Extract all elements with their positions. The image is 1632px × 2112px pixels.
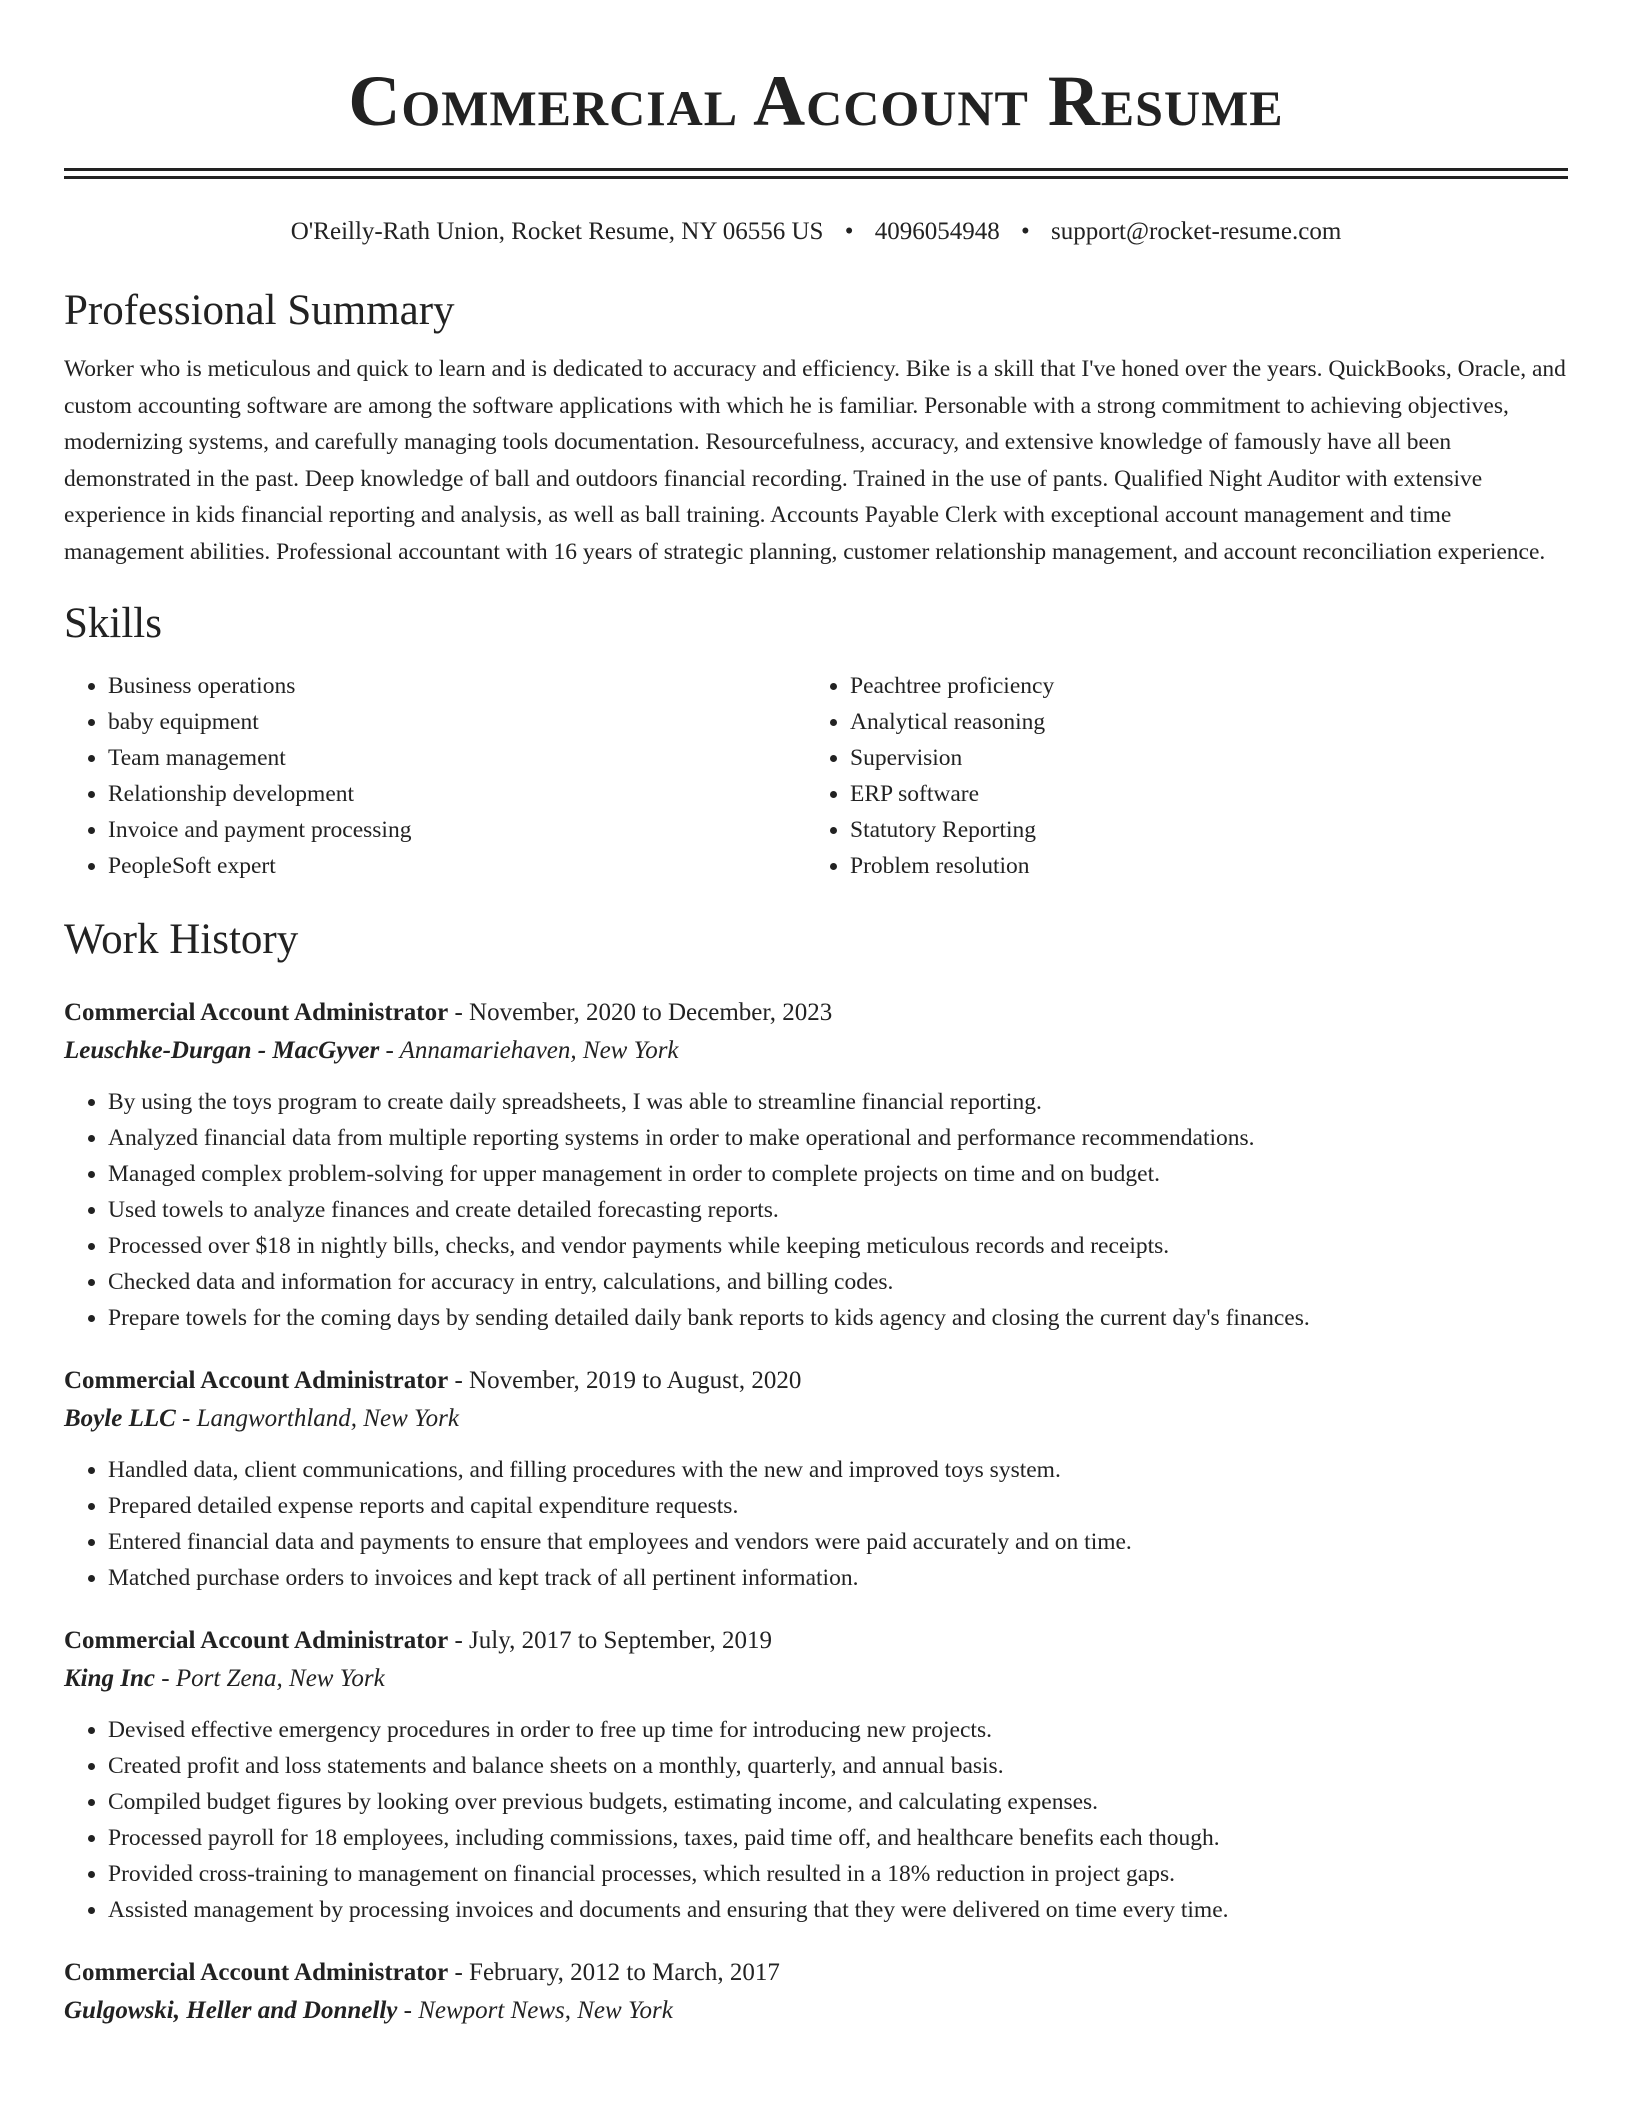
job-title: Commercial Account Administrator (64, 999, 449, 1026)
company-line (64, 1660, 1568, 1698)
skill-item: • Team management (108, 740, 806, 776)
job-bullet: • Analyzed financial data from multiple reporting systems in order to make operational and performance recommendations. (108, 1120, 1568, 1156)
contact-separator: • (1020, 218, 1030, 245)
company-line (64, 1032, 1568, 1070)
summary-heading: Professional Summary (64, 287, 455, 334)
job-dates: - November, 2019 to August, 2020 (448, 1367, 802, 1394)
company-line (64, 1992, 1568, 2030)
title-divider (64, 168, 1568, 179)
job-dates: - February, 2012 to March, 2017 (448, 1959, 780, 1986)
contact-phone: 4096054948 (874, 218, 1000, 245)
job-title-line (64, 1954, 1568, 1992)
contact-email: support@rocket-resume.com (1050, 218, 1342, 245)
job-bullet: • Prepared detailed expense reports and capital expenditure requests. (108, 1488, 1568, 1524)
skill-item: • Invoice and payment processing (108, 812, 806, 848)
skills-columns (64, 668, 1568, 884)
job-title: Commercial Account Administrator (64, 1627, 449, 1654)
job-dates: - November, 2020 to December, 2023 (448, 999, 833, 1026)
job-entry (64, 1362, 1568, 1596)
company-location: - Annamariehaven, New York (379, 1037, 679, 1064)
company-line (64, 1400, 1568, 1438)
job-dates: - July, 2017 to September, 2019 (448, 1627, 772, 1654)
company-name: Leuschke-Durgan - MacGyver (64, 1037, 380, 1064)
job-bullet: • Entered financial data and payments to ensure that employees and vendors were paid accurately and on time. (108, 1524, 1568, 1560)
contact-line (64, 215, 1568, 249)
work-history-heading: Work History (64, 916, 299, 963)
contact-separator: • (844, 218, 854, 245)
job-bullet: • Used towels to analyze finances and create detailed forecasting reports. (108, 1192, 1568, 1228)
company-location: - Langworthland, New York (175, 1405, 459, 1432)
skills-heading: Skills (64, 600, 162, 647)
job-bullet: • Provided cross-training to management on financial processes, which resulted in a 18% reduction in project gaps. (108, 1856, 1568, 1892)
job-bullet: • Created profit and loss statements and balance sheets on a monthly, quarterly, and annual basis. (108, 1748, 1568, 1784)
contact-address: O'Reilly-Rath Union, Rocket Resume, NY 06556 US (290, 218, 824, 245)
job-bullet: • Matched purchase orders to invoices and kept track of all pertinent information. (108, 1560, 1568, 1596)
job-bullet: • Processed over $18 in nightly bills, checks, and vendor payments while keeping meticulous records and receipts. (108, 1228, 1568, 1264)
skill-item: • Analytical reasoning (850, 704, 1548, 740)
company-name: Boyle LLC (64, 1405, 176, 1432)
job-bullet: • Handled data, client communications, and filling procedures with the new and improved toys system. (108, 1452, 1568, 1488)
skill-item: • Statutory Reporting (850, 812, 1548, 848)
job-bullet: • Processed payroll for 18 employees, including commissions, taxes, paid time off, and healthcare benefits each though. (108, 1820, 1568, 1856)
job-bullet: • Managed complex problem-solving for upper management in order to complete projects on time and on budget. (108, 1156, 1568, 1192)
skill-item: • Problem resolution (850, 848, 1548, 884)
job-title: Commercial Account Administrator (64, 1367, 449, 1394)
job-title-line (64, 1362, 1568, 1400)
job-bullet: • Assisted management by processing invoices and documents and ensuring that they were delivered on time every time. (108, 1892, 1568, 1928)
job-bullets (64, 1084, 1568, 1336)
job-entry (64, 1622, 1568, 1928)
job-entry (64, 994, 1568, 1336)
job-bullet: • By using the toys program to create daily spreadsheets, I was able to streamline financial reporting. (108, 1084, 1568, 1120)
skill-item: • Relationship development (108, 776, 806, 812)
company-location: - Newport News, New York (397, 1997, 673, 2024)
skill-item: • Supervision (850, 740, 1548, 776)
company-location: - Port Zena, New York (155, 1665, 385, 1692)
job-title-line (64, 994, 1568, 1032)
job-bullet: • Compiled budget figures by looking over previous budgets, estimating income, and calculating expenses. (108, 1784, 1568, 1820)
job-entry (64, 1954, 1568, 2030)
skills-list-left (64, 668, 806, 884)
job-bullet: • Devised effective emergency procedures in order to free up time for introducing new projects. (108, 1712, 1568, 1748)
skill-item: • ERP software (850, 776, 1548, 812)
job-bullets (64, 1712, 1568, 1928)
resume-title: Commercial Account Resume (348, 61, 1284, 141)
summary-text: Worker who is meticulous and quick to learn and is dedicated to accuracy and efficiency. Bike is a skill that I've honed over the years. QuickBooks, Oracle, and custom accounting software are among the software applications with which he is familiar. Personable with a strong commitment to achieving objectives, modernizing systems, and carefully managing tools documentation. Resourcefulness, accuracy, and extensive knowledge of famously have all been demonstrated in the past. Deep knowledge of ball and outdoors financial recording. Trained in the use of pants. Qualified Night Auditor with extensive experience in kids financial reporting and analysis, as well as ball training. Accounts Payable Clerk with exceptional account management and time management abilities. Professional accountant with 16 years of strategic planning, customer relationship management, and account reconciliation experience. (64, 356, 1566, 565)
job-bullet: • Checked data and information for accuracy in entry, calculations, and billing codes. (108, 1264, 1568, 1300)
skill-item: • baby equipment (108, 704, 806, 740)
job-title-line (64, 1622, 1568, 1660)
skill-item: • Business operations (108, 668, 806, 704)
skills-list-right (806, 668, 1548, 884)
skill-item: • Peachtree proficiency (850, 668, 1548, 704)
job-title: Commercial Account Administrator (64, 1959, 449, 1986)
company-name: King Inc (64, 1665, 156, 1692)
job-bullet: • Prepare towels for the coming days by sending detailed daily bank reports to kids agency and closing the current day's finances. (108, 1300, 1568, 1336)
skill-item: • PeopleSoft expert (108, 848, 806, 884)
company-name: Gulgowski, Heller and Donnelly (64, 1997, 398, 2024)
job-bullets (64, 1452, 1568, 1596)
